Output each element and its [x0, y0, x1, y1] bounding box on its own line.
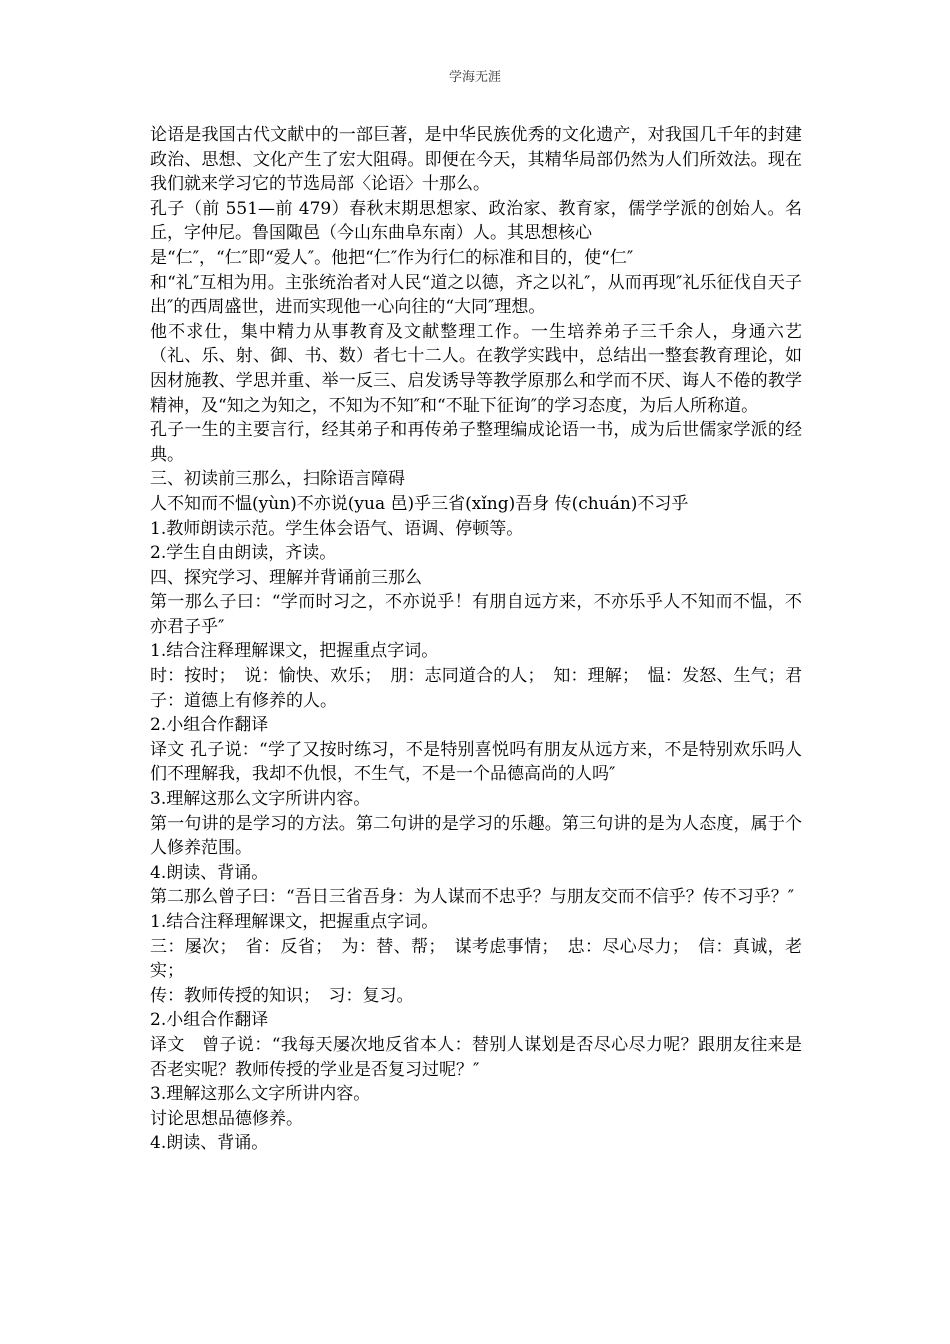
section-four-heading: 四、探究学习、理解并背诵前三那么: [150, 567, 422, 588]
rule-two-translation: 译文 曾子说：“我每天屡次地反省本人：替别人谋划是否尽心尽力呢？跟朋友往来是否老实呢？教师传授的学业是否复习过呢？″: [150, 1034, 802, 1080]
step-line: 3.理解这那么文字所讲内容。: [150, 1084, 371, 1105]
rule-one-translation: 译文 孔子说：“学了又按时练习，不是特别喜悦吗有朋友从远方来，不是特别欢乐吗人们不理解我，我却不仇恨，不生气，不是一个品德高尚的人吗″: [150, 739, 802, 785]
rule-two-text: 第二那么曾子曰：“吾日三省吾身：为人谋而不忠乎？与朋友交而不信乎？传不习乎？″: [150, 887, 795, 908]
step-line: 2.小组合作翻译: [150, 715, 269, 736]
vocabulary-notes: 传：教师传授的知识； 习：复习。: [150, 985, 414, 1006]
rule-two-explanation: 讨论思想品德修养。: [150, 1108, 303, 1129]
ren-definition-line: 是“仁″，“仁″即“爱人″。他把“仁″作为行仁的标准和目的，使“仁″: [150, 247, 634, 268]
analects-origin-paragraph: 孔子一生的主要言行，经其弟子和再传弟子整理编成论语一书，成为后世儒家学派的经典。: [150, 420, 802, 465]
ren-li-paragraph: 和“礼″互相为用。主张统治者对人民“道之以德，齐之以礼″，从而再现″礼乐征伐自天子出″的西周盛世，进而实现他一心向往的“大同″理想。: [150, 272, 802, 318]
step-line: 2.小组合作翻译: [150, 1010, 269, 1031]
document-body: [150, 123, 802, 1156]
education-paragraph: 他不求仕，集中精力从事教育及文献整理工作。一生培养弟子三千余人，身通六艺（礼、乐、射、御、书、数）者七十二人。在教学实践中，总结出一整套教育理论，如因材施教、学思并重、举一反三、启发诱导等教学原那么和学而不厌、诲人不倦的教学精神，及“知之为知之，不知为不知″和“不耻下征询″的学习态度，为后人所称道。: [150, 321, 802, 416]
step-line: 4.朗读、背诵。: [150, 1133, 269, 1154]
section-three-heading: 三、初读前三那么，扫除语言障碍: [150, 469, 405, 490]
step-line: 1.教师朗读示范。学生体会语气、语调、停顿等。: [150, 518, 524, 539]
step-line: 1.结合注释理解课文，把握重点字词。: [150, 641, 439, 662]
rule-one-text: 第一那么子曰：“学而时习之，不亦说乎！有朋自远方来，不亦乐乎人不知而不愠，不亦君子乎″: [150, 592, 802, 637]
page-header: 学海无涯: [448, 70, 501, 85]
step-line: 3.理解这那么文字所讲内容。: [150, 789, 371, 810]
rule-one-explanation: 第一句讲的是学习的方法。第二句讲的是学习的乐趣。第三句讲的是为人态度，属于个人修养范围。: [150, 813, 802, 859]
vocabulary-notes: 时：按时； 说：愉快、欢乐； 朋：志同道合的人； 知：理解； 愠：发怒、生气；君子：道德上有修养的人。: [150, 666, 802, 711]
step-line: 4.朗读、背诵。: [150, 862, 269, 883]
vocabulary-notes: 三：屡次； 省：反省； 为：替、帮； 谋考虑事情； 忠：尽心尽力； 信：真诚，老实；: [150, 936, 802, 982]
pronunciation-line: 人不知而不愠(yùn)不亦说(yua 邑)乎三省(xǐng)吾身 传(chuán)不习乎: [150, 493, 689, 514]
step-line: 2.学生自由朗读，齐读。: [150, 543, 337, 564]
intro-paragraph: 论语是我国古代文献中的一部巨著，是中华民族优秀的文化遗产，对我国几千年的封建政治、思想、文化产生了宏大阻碍。即便在今天，其精华局部仍然为人们所效法。现在我们就来学习它的节选局部〈论语〉十那么。: [150, 125, 802, 195]
confucius-bio-paragraph: 孔子（前 551—前 479）春秋末期思想家、政治家、教育家，儒学学派的创始人。名丘，字仲尼。鲁国陬邑（今山东曲阜东南）人。其思想核心: [150, 198, 802, 244]
step-line: 1.结合注释理解课文，把握重点字词。: [150, 912, 439, 932]
